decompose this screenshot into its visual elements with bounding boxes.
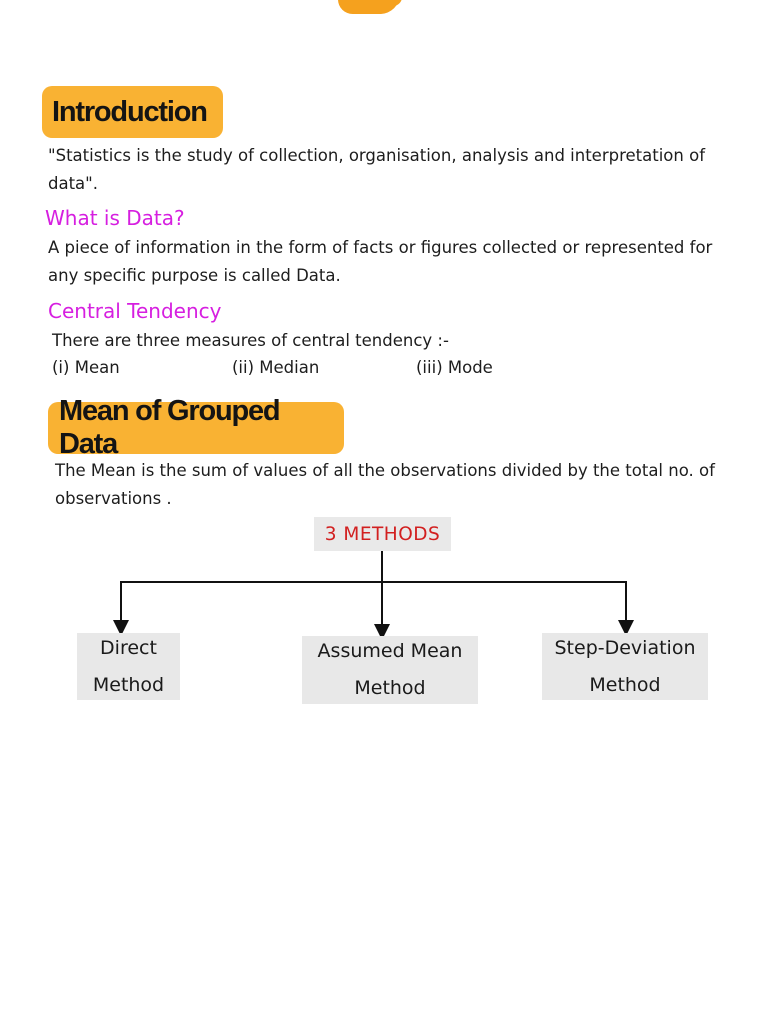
measure-mode: (iii) Mode (416, 358, 493, 377)
mean-definition: The Mean is the sum of values of all the observations divided by the total no. of observations . (55, 461, 715, 508)
assumed-mean-method-box (302, 636, 478, 704)
what-is-data-heading: What is Data? (45, 206, 185, 230)
direct-method-line1: Direct (100, 636, 157, 659)
assumed-mean-method-line1: Assumed Mean (317, 640, 463, 662)
introduction-heading: Introduction (42, 86, 223, 138)
statistics-definition: "Statistics is the study of collection, organisation, analysis and interpretation of data". (48, 146, 706, 193)
step-deviation-method-line1: Step-Deviation (554, 636, 696, 659)
mean-of-grouped-data-heading: Mean of Grouped Data (48, 402, 344, 454)
assumed-mean-method-line2: Method (354, 677, 426, 699)
data-definition: A piece of information in the form of facts or figures collected or represented for any specific purpose is called Data. (48, 238, 713, 285)
step-deviation-method-box (542, 633, 708, 700)
direct-method-line2: Method (92, 673, 165, 696)
step-deviation-method-line2: Method (589, 673, 661, 696)
direct-method-box (77, 633, 180, 700)
central-tendency-text: There are three measures of central tendency :- (52, 331, 449, 350)
measure-median: (ii) Median (232, 358, 320, 377)
measure-mean: (i) Mean (52, 358, 120, 377)
central-tendency-heading: Central Tendency (48, 299, 222, 323)
methods-title: 3 METHODS (314, 517, 451, 551)
